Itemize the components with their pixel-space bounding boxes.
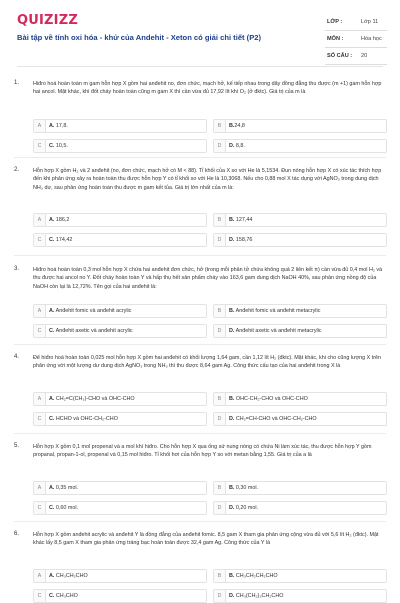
option-d[interactable]	[213, 501, 387, 515]
option-a[interactable]	[33, 213, 207, 227]
option-label: C.	[49, 505, 55, 511]
option-value: 0,60 mol.	[55, 505, 79, 511]
option-label: A.	[49, 123, 55, 129]
question-text: Hiđro hoá hoàn toàn 0,3 mol hỗn hợp X chứa hai anđehit đơn chức, hở (trong mỗi phân tử chứa không quá 2 liên kết π) cần vừa đủ 0,4 mol H₂ và thu được hai ancol no Y. Đốt cháy hoàn toàn Y và hấp thụ hết sản phẩm cháy vào 163,6 gam dung dịch NaOH 40%, sau phản ứng nồng độ của NaOH còn lại là 12,72%. Tên gọi của hai anđehit là:	[33, 267, 383, 290]
option-value: CH₂=C(CH₃)-CHO và OHC-CHO	[55, 396, 135, 402]
option-value: 127,44	[235, 217, 253, 223]
option-a[interactable]	[33, 481, 207, 495]
option-value: CH₂=CH-CHO và OHC-CH₂-CHO	[235, 416, 317, 422]
option-value: Anđehit axetic và anđehit acrylic	[55, 328, 133, 334]
option-value: CH₃CH₂CHO	[55, 573, 88, 579]
meta-key: MÔN :	[327, 36, 344, 42]
option-d[interactable]	[213, 233, 387, 247]
option-b[interactable]	[213, 213, 387, 227]
question-separator	[14, 521, 386, 522]
question-number: 3.	[14, 266, 20, 272]
question-number: 1.	[14, 80, 20, 86]
option-letter: D	[214, 413, 226, 425]
option-label: A.	[49, 573, 55, 579]
option-value: 0,30 mol.	[235, 485, 259, 491]
option-letter: C	[34, 325, 46, 337]
option-label: B.	[229, 396, 235, 402]
question-separator	[14, 255, 386, 256]
option-a[interactable]	[33, 304, 207, 318]
header-divider	[17, 66, 383, 67]
option-c[interactable]	[33, 501, 207, 515]
option-a[interactable]	[33, 119, 207, 133]
option-value: Anđehit fomic và anđehit metacrylic	[235, 308, 321, 314]
option-value: CH₃CH₂CH₂CHO	[235, 573, 278, 579]
option-label: A.	[49, 217, 55, 223]
document-title: Bài tập về tính oxi hóa - khử của Andehit - Xeton có giải chi tiết (P2)	[17, 33, 262, 42]
question-number: 6.	[14, 531, 20, 537]
option-label: D.	[229, 143, 235, 149]
option-label: D.	[229, 593, 235, 599]
meta-key: SỐ CÂU :	[327, 53, 353, 59]
option-label: A.	[49, 485, 55, 491]
option-letter: B	[214, 393, 226, 405]
option-label: B.	[229, 123, 235, 129]
question-text: Hỗn hợp X gồm anđehit acrylic và anđehit Y là đồng đẳng của anđehit fomic. 8,5 gam X tham gia phản ứng cộng vừa đủ với 5,6 lít H₂ (đktc). Mặt khác lấy 8,5 gam X tham gia phản ứng tráng bạc hoàn toàn được 32,4 gam Ag. Công thức của Y là	[33, 532, 379, 547]
question-separator	[14, 344, 386, 345]
option-label: C.	[49, 416, 55, 422]
option-letter: A	[34, 214, 46, 226]
option-letter: D	[214, 140, 226, 152]
quizizz-logo: QUIZIZZ	[17, 13, 78, 28]
option-value: 158,76	[235, 237, 253, 243]
option-letter: A	[34, 393, 46, 405]
option-value: Anđehit axetic và anđehit metacrylic	[235, 328, 322, 334]
option-d[interactable]	[213, 589, 387, 603]
option-letter: A	[34, 570, 46, 582]
option-letter: B	[214, 482, 226, 494]
option-letter: C	[34, 234, 46, 246]
option-letter: A	[34, 305, 46, 317]
option-label: C.	[49, 593, 55, 599]
option-letter: B	[214, 214, 226, 226]
option-letter: D	[214, 502, 226, 514]
question-text: Hỗn hợp X gồm 0,1 mol propenal và a mol khí hiđro. Cho hỗn hợp X qua ống sứ nung nóng có chứa Ni làm xúc tác, thu được hỗn hợp Y gồm propanal, propan-1-ol, propenal và 0,15 mol hiđro. Tỉ khối hơi của hỗn hợp Y so với metan bằng 1,55. Giá trị của a là	[33, 444, 372, 459]
question-text: Để hiđro hoá hoàn toàn 0,025 mol hỗn hợp X gồm hai anđehit có khối lượng 1,64 gam, cần 1,12 lít H₂ (đktc). Mặt khác, khi cho cũng lượng X trên phản ứng với một lượng dư dung dịch AgNO₃ trong NH₃ thì thu được 8,64 gam Ag. Công thức cấu tạo của hai anđehit trong X là	[33, 355, 382, 370]
option-label: B.	[229, 573, 235, 579]
option-d[interactable]	[213, 139, 387, 153]
option-value: OHC-CH₂-CHO và OHC-CHO	[235, 396, 308, 402]
option-c[interactable]	[33, 139, 207, 153]
option-label: D.	[229, 237, 235, 243]
option-letter: D	[214, 234, 226, 246]
meta-row-subject	[325, 31, 387, 48]
option-letter: B	[214, 120, 226, 132]
page-header	[0, 0, 400, 62]
option-a[interactable]	[33, 392, 207, 406]
option-value: 0,35 mol.	[55, 485, 79, 491]
option-c[interactable]	[33, 412, 207, 426]
option-c[interactable]	[33, 589, 207, 603]
meta-value: 20	[361, 53, 368, 59]
option-label: A.	[49, 396, 55, 402]
option-label: C.	[49, 237, 55, 243]
question-separator	[14, 433, 386, 434]
option-letter: D	[214, 590, 226, 602]
option-value: 186,2	[55, 217, 70, 223]
option-b[interactable]	[213, 119, 387, 133]
option-value: Anđehit fomic và anđehit acrylic	[55, 308, 132, 314]
question-text: Hỗn hợp X gồm H₂ và 2 anđehit (no, đơn chức, mạch hở có M < 88). Tỉ khối của X so với He là 5,1534. Đun nóng hỗn hợp X có xúc tác thích hợp đến khi phản ứng xảy ra hoàn toàn thu được hỗn hợp Y có tỉ khối so với He là 10,3068. Nếu cho 0,88 mol X tác dụng với AgNO₃ trong dung dịch NH₃ dư, sau phản ứng hoàn toàn thu được m gam kết tủa. Giá trị lớn nhất của m là:	[33, 168, 382, 191]
option-label: B.	[229, 308, 235, 314]
question-number: 2.	[14, 167, 20, 173]
option-value: 0,20 mol.	[235, 505, 259, 511]
option-b[interactable]	[213, 481, 387, 495]
meta-row-question-count	[325, 48, 387, 65]
option-label: D.	[229, 505, 235, 511]
meta-value: Lớp 11	[361, 19, 379, 25]
option-label: D.	[229, 416, 235, 422]
option-label: C.	[49, 328, 55, 334]
option-b[interactable]	[213, 392, 387, 406]
option-b[interactable]	[213, 569, 387, 583]
option-letter: C	[34, 140, 46, 152]
question-text: Hiđro hoá hoàn toàn m gam hỗn hợp X gồm hai anđehit no, đơn chức, mạch hở, kế tiếp nhau trong dãy đồng đẳng thu được (m +1) gam hỗn hợp hai ancol. Mặt khác, khi đốt cháy hoàn toàn cũng m gam X thì cần vừa đủ 17,92 lít khí O₂ (ở đktc). Giá trị của m là	[33, 81, 382, 96]
option-letter: C	[34, 590, 46, 602]
option-letter: A	[34, 120, 46, 132]
option-letter: C	[34, 502, 46, 514]
question-number: 5.	[14, 443, 20, 449]
option-value: CH₃CHO	[55, 593, 78, 599]
option-value: HCHO và OHC-CH₂-CHO	[55, 416, 118, 422]
option-letter: B	[214, 570, 226, 582]
meta-row-grade	[325, 14, 387, 31]
question-separator	[14, 157, 386, 158]
option-letter: A	[34, 482, 46, 494]
option-letter: C	[34, 413, 46, 425]
option-label: C.	[49, 143, 55, 149]
option-a[interactable]	[33, 569, 207, 583]
option-value: 24,8	[234, 123, 245, 129]
option-value: 17,8.	[55, 123, 68, 129]
option-label: A.	[49, 308, 55, 314]
meta-key: LỚP :	[327, 19, 343, 25]
option-c[interactable]	[33, 233, 207, 247]
option-value: 174,42	[55, 237, 73, 243]
option-c[interactable]	[33, 324, 207, 338]
option-d[interactable]	[213, 324, 387, 338]
option-label: B.	[229, 485, 235, 491]
option-label: D.	[229, 328, 235, 334]
option-letter: D	[214, 325, 226, 337]
option-value: 8,8.	[235, 143, 245, 149]
meta-info	[325, 14, 387, 65]
option-value: CH₃(CH₂)₃CH₂CHO	[235, 593, 284, 599]
option-letter: B	[214, 305, 226, 317]
option-b[interactable]	[213, 304, 387, 318]
meta-value: Hóa học	[361, 36, 382, 42]
option-value: 10,5.	[55, 143, 68, 149]
question-number: 4.	[14, 354, 20, 360]
option-label: B.	[229, 217, 235, 223]
option-d[interactable]	[213, 412, 387, 426]
